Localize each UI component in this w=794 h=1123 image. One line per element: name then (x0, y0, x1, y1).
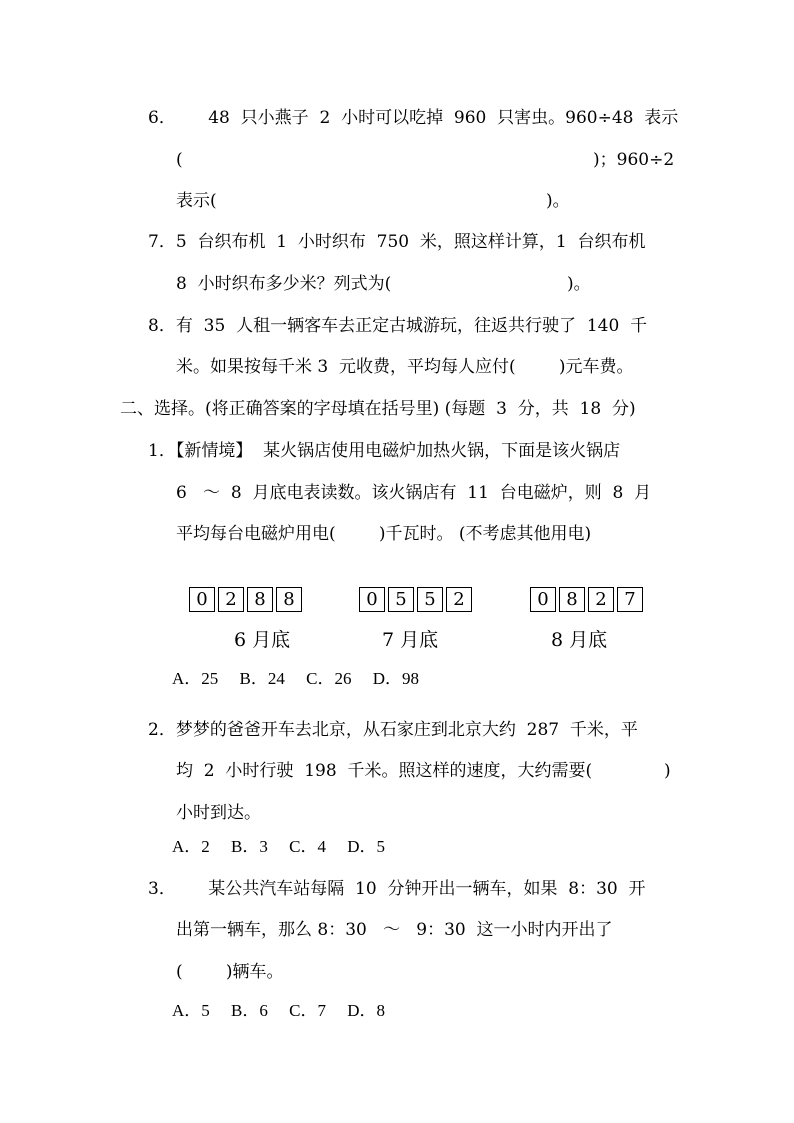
meter-digit: 2 (588, 587, 614, 612)
c1-options: A．25 B．24 C．26 D．98 (172, 669, 419, 688)
q8-line-1: 8．有 35 人租一辆客车去正定古城游玩，往返共行驶了 140 千 (148, 316, 648, 336)
c2-line-1: 2．梦梦的爸爸开车去北京，从石家庄到北京大约 287 千米，平 (148, 720, 638, 740)
c2-line-2-open: 均 2 小时行驶 198 千米。照这样的速度，大约需要( (176, 761, 593, 781)
meter-label-june: 6 月底 (234, 629, 291, 651)
meter-digit: 5 (417, 587, 443, 612)
meter-digit: 2 (446, 587, 472, 612)
meter-digit: 5 (388, 587, 414, 612)
meter-label-august: 8 月底 (551, 629, 608, 651)
section-2-title: 二、选择。(将正确答案的字母填在括号里) (每题 3 分，共 18 分) (120, 399, 636, 419)
meter-digit: 8 (247, 587, 273, 612)
q6-line-2-open: ( (176, 150, 183, 170)
c2-line-3: 小时到达。 (176, 803, 261, 823)
c1-line-1: 1．【新情境】 某火锅店使用电磁炉加热火锅，下面是该火锅店 (148, 441, 621, 461)
meter-digit: 0 (189, 587, 215, 612)
q6-line-2-close: )；960÷2 (593, 150, 675, 170)
meter-reading-july (359, 587, 472, 612)
q7-line-1: 7．5 台织布机 1 小时织布 750 米，照这样计算，1 台织布机 (148, 232, 646, 252)
c3-line-1: 3． 某公共汽车站每隔 10 分钟开出一辆车，如果 8：30 开 (148, 879, 646, 899)
meter-digit: 7 (617, 587, 643, 612)
c3-line-3: ( )辆车。 (176, 962, 284, 982)
meter-digit: 8 (559, 587, 585, 612)
q7-line-2-close: )。 (567, 274, 591, 294)
meter-digit: 0 (530, 587, 556, 612)
c2-line-2-close: ) (664, 761, 671, 781)
c1-line-2: 6 ～ 8 月底电表读数。该火锅店有 11 台电磁炉，则 8 月 (176, 483, 652, 503)
meter-digit: 8 (276, 587, 302, 612)
c3-line-2: 出第一辆车，那么 8：30 ～ 9：30 这一小时内开出了 (176, 920, 613, 940)
q6-line-1: 6． 48 只小燕子 2 小时可以吃掉 960 只害虫。960÷48 表示 (148, 108, 679, 128)
meter-digit: 0 (359, 587, 385, 612)
c2-options: A．2 B．3 C．4 D．5 (172, 837, 385, 856)
q6-line-3-open: 表示( (176, 191, 217, 211)
meter-digit: 2 (218, 587, 244, 612)
meter-label-july: 7 月底 (382, 629, 439, 651)
q7-line-2-open: 8 小时织布多少米？列式为( (176, 274, 392, 294)
c3-options: A．5 B．6 C．7 D．8 (172, 1001, 385, 1020)
q6-line-3-close: )。 (546, 191, 570, 211)
meter-reading-august (530, 587, 643, 612)
q8-line-2: 米。如果按每千米 3 元收费，平均每人应付( )元车费。 (176, 357, 634, 377)
meter-reading-june (189, 587, 302, 612)
c1-line-3: 平均每台电磁炉用电( )千瓦时。 (不考虑其他用电) (176, 524, 592, 544)
